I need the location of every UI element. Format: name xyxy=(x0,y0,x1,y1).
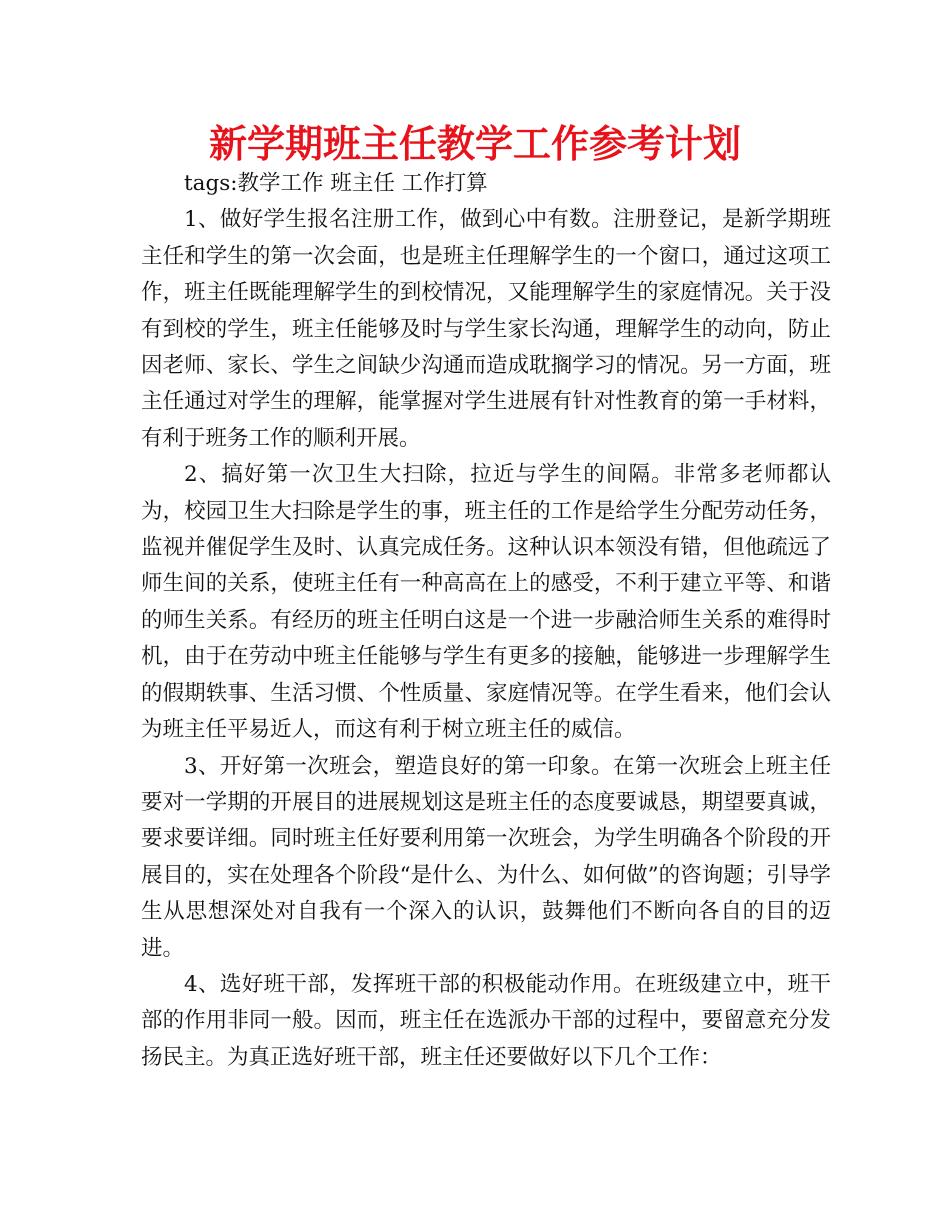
paragraph-3: 3、开好第一次班会，塑造良好的第一印象。在第一次班会上班主任要对一学期的开展目的进展规划这是班主任的态度要诚恳，期望要真诚，要求要详细。同时班主任好要利用第一次班会，为学生明确各个阶段的开展目的，实在处理各个阶段“是什么、为什么、如何做”的咨询题；引导学生从思想深处对自我有一个深入的认识，鼓舞他们不断向各自的目的迈进。 xyxy=(141,753,831,961)
paragraph-1: 1、做好学生报名注册工作，做到心中有数。注册登记，是新学期班主任和学生的第一次会面，也是班主任理解学生的一个窗口，通过这项工作，班主任既能理解学生的到校情况，又能理解学生的家庭情况。关于没有到校的学生，班主任能够及时与学生家长沟通，理解学生的动向，防止因老师、家长、学生之间缺少沟通而造成耽搁学习的情况。另一方面，班主任通过对学生的理解，能掌握对学生进展有针对性教育的第一手材料，有利于班务工作的顺利开展。 xyxy=(141,207,831,451)
paragraph-4: 4、选好班干部，发挥班干部的积极能动作用。在班级建立中，班干部的作用非同一般。因而，班主任在选派办干部的过程中，要留意充分发扬民主。为真正选好班干部，班主任还要做好以下几个工作： xyxy=(141,971,831,1070)
document-body xyxy=(141,166,831,1076)
document-title: 新学期班主任教学工作参考计划 xyxy=(208,122,741,166)
document-tags: tags:教学工作 班主任 工作打算 xyxy=(184,171,488,196)
paragraph-2: 2、搞好第一次卫生大扫除，拉近与学生的间隔。非常多老师都认为，校园卫生大扫除是学生的事，班主任的工作是给学生分配劳动任务，监视并催促学生及时、认真完成任务。这种认识本领没有错，但他疏远了师生间的关系，使班主任有一种高高在上的感受，不利于建立平等、和谐的师生关系。有经历的班主任明白这是一个进一步融洽师生关系的难得时机，由于在劳动中班主任能够与学生有更多的接触，能够进一步理解学生的假期轶事、生活习惯、个性质量、家庭情况等。在学生看来，他们会认为班主任平易近人，而这有利于树立班主任的威信。 xyxy=(141,462,831,743)
